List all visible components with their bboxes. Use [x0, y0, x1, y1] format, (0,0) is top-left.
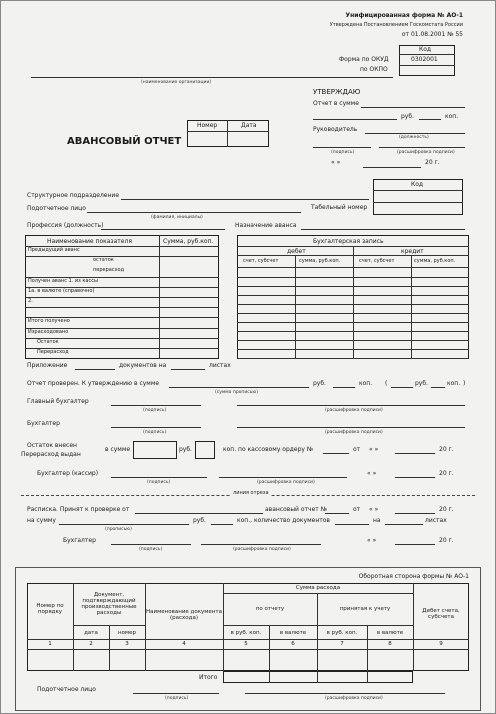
cashier-label: Бухгалтер (кассир): [37, 470, 99, 477]
order-from: от: [353, 446, 361, 453]
okud-label: Форма по ОКУД: [339, 56, 389, 63]
debit-sum-header: сумма, руб.коп.: [299, 258, 341, 264]
receipt-acc-month-line[interactable]: [395, 544, 435, 545]
summary-row-label: Предыдущий аванс: [28, 247, 80, 253]
checked-rub: руб.: [313, 380, 326, 387]
accountant-signature[interactable]: [111, 427, 201, 428]
cashier-dec-caption: (расшифровка подписи): [257, 480, 315, 485]
cashier-quote: « »: [367, 470, 377, 477]
org-caption: (наименование организации): [141, 80, 212, 85]
column-number-cell: 2: [89, 641, 93, 648]
receipt-acc-year: 20 г.: [439, 537, 454, 544]
col-sum-header: Сумма расхода: [295, 584, 341, 591]
checked-kop-2: коп.: [447, 380, 461, 387]
report-sum-line-2[interactable]: [313, 119, 397, 120]
total-label: Итого: [199, 674, 218, 681]
accountable-label: Подотчетное лицо: [27, 205, 86, 212]
back-accountable-label: Подотчетное лицо: [37, 686, 96, 693]
receipt-kop-line[interactable]: [211, 524, 233, 525]
head-decode-line[interactable]: [379, 147, 465, 148]
entry-row-line: [237, 295, 469, 296]
col-accepted-header: принятая к учету: [339, 605, 391, 612]
approved-line-2: от 01.08.2001 № 55: [401, 31, 463, 38]
credit-sum-header: сумма, руб.коп.: [414, 258, 456, 264]
receipt-accountant-signature[interactable]: [111, 544, 191, 545]
col-number-header: Номер по порядку: [36, 602, 64, 615]
col-cur-1: в валюте: [279, 629, 307, 636]
receipt-accountant-label: Бухгалтер: [63, 537, 96, 544]
purpose-line[interactable]: [301, 229, 465, 230]
person-code-label: Код: [411, 181, 424, 188]
cashier-decode[interactable]: [219, 477, 347, 478]
entry-row-line: [237, 313, 469, 314]
receipt-quote: « »: [369, 506, 379, 513]
kop-label: коп.: [445, 113, 459, 120]
receipt-from-line[interactable]: [135, 513, 263, 514]
summary-row-label: Перерасход: [37, 349, 69, 355]
credit-account-header: счет, субсчет: [359, 258, 395, 264]
accounting-entry-title: Бухгалтерская запись: [313, 238, 384, 245]
order-quote: « »: [369, 446, 379, 453]
sum-header: Сумма, руб.коп.: [163, 238, 214, 245]
profession-line[interactable]: [101, 229, 225, 230]
receipt-acc-quote: « »: [367, 537, 377, 544]
column-number-cell: 3: [125, 641, 129, 648]
paren-close: ): [463, 380, 466, 387]
col-num-header: номер: [118, 629, 136, 636]
col-rub-2: в руб. коп.: [326, 629, 358, 636]
tab-number-label: Табельный номер: [311, 204, 368, 211]
okpo-label: по ОКПО: [360, 66, 388, 73]
entry-row-line: [237, 322, 469, 323]
entry-row-line: [237, 349, 469, 350]
overspend-label: Перерасход выдан: [21, 451, 81, 458]
column-number-cell: 6: [291, 641, 295, 648]
entry-row-line: [237, 277, 469, 278]
receipt-sig-caption: (подпись): [139, 547, 163, 552]
accountant-decode[interactable]: [237, 427, 465, 428]
receipt-label: Расписка. Принят к проверке от: [27, 506, 130, 513]
sheets-label: листах: [209, 362, 231, 369]
debit-account-header: счет, субсчет: [243, 258, 279, 264]
checked-rub2-line[interactable]: [391, 387, 413, 388]
cashier-sig-caption: (подпись): [147, 480, 171, 485]
receipt-rub: руб.: [193, 517, 206, 524]
summary-row-label: Получен аванс 1. из кассы: [28, 277, 98, 284]
accountant-dec-caption: (расшифровка подписи): [325, 430, 383, 435]
chief-accountant-signature[interactable]: [111, 405, 201, 406]
remainder-label: Остаток внесен: [27, 442, 77, 449]
head-label: Руководитель: [313, 126, 358, 133]
receipt-sheets: листах: [425, 517, 447, 524]
advance-report-no-label: авансовый отчет №: [265, 506, 327, 513]
back-title: Оборотная сторона формы № АО-1: [358, 573, 469, 580]
column-number-cell: 1: [48, 641, 52, 648]
profession-label: Профессия (должность): [27, 222, 104, 229]
docs-on-label: документов на: [119, 362, 167, 369]
sum-rub-label: руб.: [179, 446, 192, 453]
receipt-year: 20 г.: [439, 506, 454, 513]
receipt-dec-caption: (расшифровка подписи): [233, 547, 291, 552]
code-label: Код: [419, 46, 432, 53]
summary-row-label: остаток: [93, 257, 114, 264]
purpose-label: Назначение аванса: [235, 222, 297, 229]
receipt-accountant-decode[interactable]: [201, 544, 321, 545]
document-title: АВАНСОВЫЙ ОТЧЕТ: [67, 136, 182, 147]
entry-row-line: [237, 340, 469, 341]
col-name-header: Наименование документа (расхода): [146, 608, 222, 621]
for-sum-label: на сумму: [27, 517, 56, 524]
form-name: Унифицированная форма № АО-1: [345, 12, 463, 19]
position-caption: (должность): [399, 135, 429, 140]
org-line[interactable]: [31, 77, 393, 78]
entry-row-line: [237, 286, 469, 287]
approved-line-1: Утверждена Постановлением Госкомстата России: [329, 22, 463, 28]
okud-value: 0302001: [411, 56, 438, 63]
date-year: 20 г.: [425, 159, 440, 166]
checked-rub-2: руб.: [415, 380, 428, 387]
col-by-report-header: по отчету: [255, 605, 285, 612]
head-position-line[interactable]: [365, 133, 465, 134]
column-number-cell: 4: [182, 641, 186, 648]
back-decode-line[interactable]: [245, 693, 445, 694]
receipt-on: на: [373, 517, 381, 524]
receipt-sum-line[interactable]: [59, 524, 189, 525]
report-sum-label: Отчет в сумме: [313, 100, 359, 107]
chief-sig-caption: (подпись): [143, 408, 167, 413]
report-sum-line[interactable]: [361, 107, 465, 108]
sum-rub-box[interactable]: [133, 441, 177, 459]
summary-row-label: перерасход: [93, 267, 125, 274]
fio-caption: (фамилия, инициалы): [151, 215, 203, 220]
kassa-order-label: коп. по кассовому ордеру №: [223, 446, 314, 453]
back-sig-caption: (подпись): [165, 696, 189, 701]
appendix-label: Приложение: [27, 362, 68, 369]
date-quote: « »: [331, 159, 341, 166]
entry-row-line: [237, 358, 469, 359]
indicator-header: Наименование показателя: [47, 238, 132, 245]
column-number-cell: 5: [244, 641, 248, 648]
col-date-header: дата: [84, 629, 98, 636]
in-sum-label: в сумме: [105, 446, 131, 453]
summary-row-label: Остаток: [37, 338, 59, 345]
approve-heading: УТВЕРЖДАЮ: [313, 88, 361, 96]
receipt-from: от: [353, 506, 361, 513]
summary-row-label: Израсходовано: [28, 328, 69, 335]
chief-accountant-label: Главный бухгалтер: [27, 398, 89, 405]
sum-kop-box[interactable]: [195, 441, 215, 459]
accountant-label: Бухгалтер: [27, 420, 60, 427]
col-cur-2: в валюте: [376, 629, 404, 636]
col-rub-1: в руб. коп.: [230, 629, 262, 636]
cashier-year: 20 г.: [439, 470, 454, 477]
back-dec-caption: (расшифровка подписи): [325, 696, 383, 701]
chief-accountant-decode[interactable]: [237, 405, 465, 406]
cashier-signature[interactable]: [111, 477, 207, 478]
chief-dec-caption: (расшифровка подписи): [325, 408, 383, 413]
date-month-line[interactable]: [363, 167, 421, 168]
checked-kop: коп.: [359, 380, 373, 387]
appendix-count-line[interactable]: [75, 369, 115, 370]
checked-label: Отчет проверен. К утверждению в сумме: [27, 380, 160, 387]
summary-row-label: 1а. в валюте (справочно): [28, 287, 95, 294]
summary-row-label: 2.: [28, 298, 33, 304]
entry-row-line: [237, 331, 469, 332]
docs-count-label: коп., количество документов: [237, 517, 330, 524]
accountable-line[interactable]: [87, 212, 301, 213]
checked-kop-line[interactable]: [333, 387, 355, 388]
number-header: Номер: [197, 122, 218, 129]
cut-line-label: линия отреза: [233, 490, 269, 496]
docs-count-line[interactable]: [335, 524, 369, 525]
department-line[interactable]: [121, 199, 369, 200]
column-number-cell: 8: [388, 641, 392, 648]
receipt-sheets-line[interactable]: [385, 524, 423, 525]
signature-caption: (подпись): [331, 150, 355, 155]
accountant-sig-caption: (подпись): [143, 430, 167, 435]
column-number-cell: 9: [439, 641, 443, 648]
entry-row-line: [237, 304, 469, 305]
order-year: 20 г.: [439, 446, 454, 453]
receipt-month-line[interactable]: [395, 513, 435, 514]
sum-words-caption: (сумма прописью): [215, 390, 258, 395]
receipt-number-line[interactable]: [325, 513, 349, 514]
rub-label: руб.: [401, 113, 414, 120]
checked-kop2-line[interactable]: [431, 387, 445, 388]
date-header: Дата: [241, 122, 257, 129]
department-label: Структурное подразделение: [27, 192, 120, 199]
words-caption: (прописью): [105, 527, 132, 532]
back-signature-line[interactable]: [133, 693, 219, 694]
col-document-header: Документ, подтверждающий производственные расходы: [81, 591, 137, 617]
order-number-line[interactable]: [323, 453, 349, 454]
total-row: [223, 671, 413, 683]
paren-open: (: [385, 380, 388, 387]
kop-line[interactable]: [419, 119, 441, 120]
head-signature-line[interactable]: [313, 147, 371, 148]
sheets-count-line[interactable]: [171, 369, 205, 370]
cashier-month-line[interactable]: [395, 477, 435, 478]
decode-caption: (расшифровка подписи): [397, 150, 455, 155]
column-number-cell: 7: [340, 641, 344, 648]
col-debit-header: Дебет счета, субсчета: [422, 607, 460, 620]
credit-header: кредит: [401, 248, 424, 255]
debit-header: дебет: [287, 248, 306, 255]
summary-row-label: Итого получено: [28, 318, 70, 325]
order-month-line[interactable]: [395, 453, 435, 454]
checked-sum-line[interactable]: [169, 387, 309, 388]
